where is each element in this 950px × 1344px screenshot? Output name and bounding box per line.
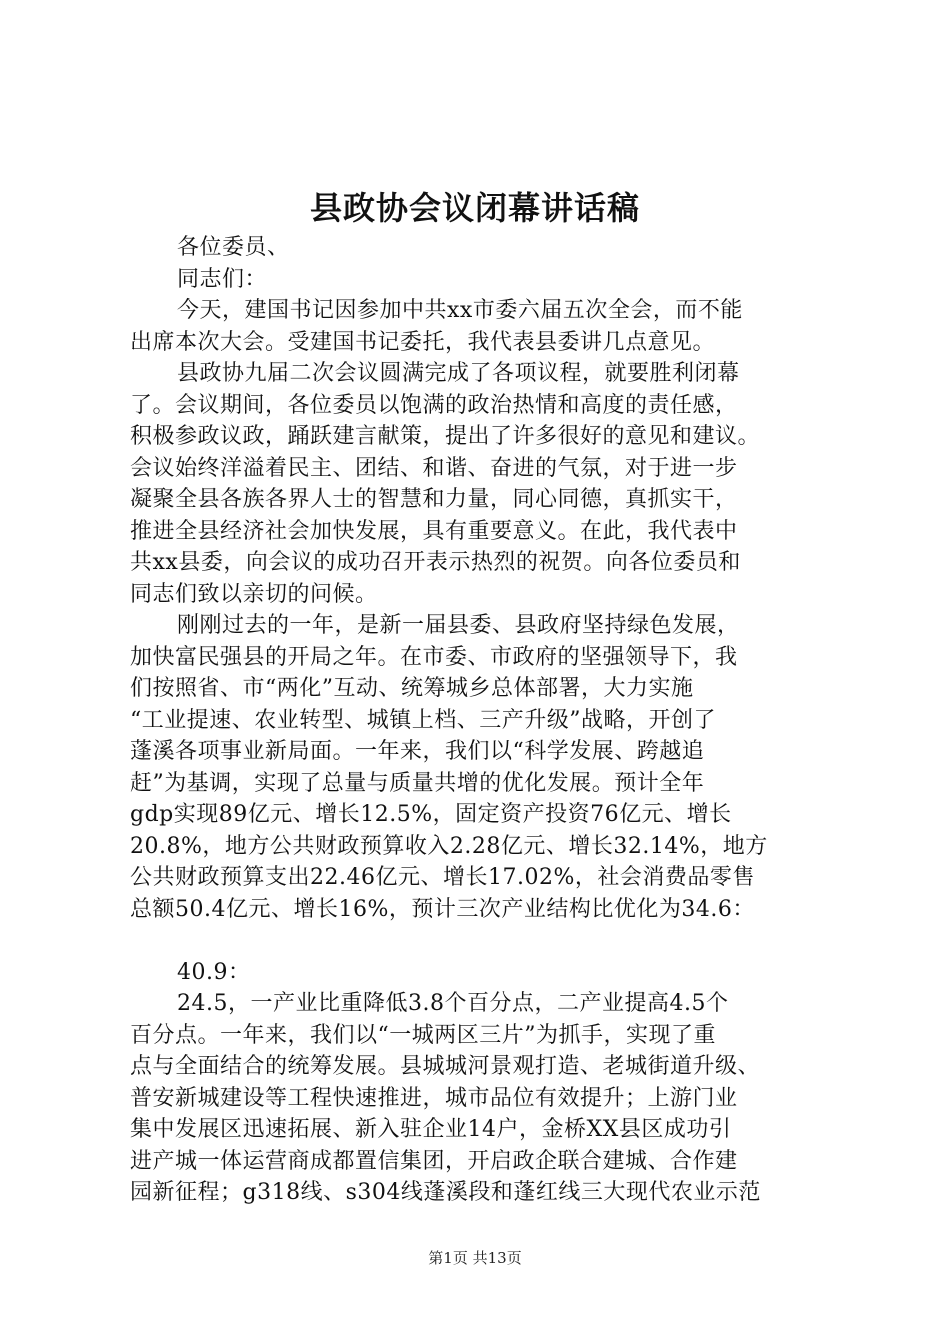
paragraph-line: 进产城一体运营商成都置信集团，开启政企联合建城、合作建 xyxy=(130,1148,738,1174)
paragraph-line: gdp实现89亿元、增长12.5%，固定资产投资76亿元、增长 xyxy=(130,802,732,827)
paragraph-line: 推进全县经济社会加快发展，具有重要意义。在此，我代表中 xyxy=(130,518,738,544)
paragraph-line: 积极参政议政，踊跃建言献策，提出了许多很好的意见和建议。 xyxy=(130,424,761,449)
paragraph-line: 集中发展区迅速拓展、新入驻企业14户，金桥XX县区成功引 xyxy=(130,1117,732,1142)
paragraph-line: 今天，建国书记因参加中共xx市委六届五次全会，而不能 xyxy=(177,298,743,323)
document-title: 县政协会议闭幕讲话稿 xyxy=(309,189,640,227)
paragraph-line: 公共财政预算支出22.46亿元、增长17.02%，社会消费品零售 xyxy=(130,865,755,890)
paragraph-line: 会议始终洋溢着民主、团结、和谐、奋进的气氛，对于进一步 xyxy=(130,455,738,481)
paragraph-line: 20.8%，地方公共财政预算收入2.28亿元、增长32.14%，地方 xyxy=(130,833,768,859)
page-footer: 第1页 共13页 xyxy=(428,1249,522,1267)
paragraph-line: 40.9： xyxy=(177,959,251,985)
paragraph-line: 蓬溪各项事业新局面。一年来，我们以“科学发展、跨越追 xyxy=(130,739,705,764)
paragraph-line: 共xx县委，向会议的成功召开表示热烈的祝贺。向各位委员和 xyxy=(130,550,741,575)
paragraph-line: 凝聚全县各族各界人士的智慧和力量，同心同德，真抓实干， xyxy=(130,487,738,512)
paragraph-line: 了。会议期间，各位委员以饱满的政治热情和高度的责任感， xyxy=(130,392,738,418)
paragraph-line: 出席本次大会。受建国书记委托，我代表县委讲几点意见。 xyxy=(130,329,716,355)
document-body xyxy=(130,232,830,1209)
paragraph-line: 县政协九届二次会议圆满完成了各项议程，就要胜利闭幕 xyxy=(177,361,740,386)
salutation-line: 同志们： xyxy=(177,266,268,292)
paragraph-line: 园新征程；g318线、s304线蓬溪段和蓬红线三大现代农业示范 xyxy=(130,1180,761,1205)
paragraph-line: “工业提速、农业转型、城镇上档、三产升级”战略，开创了 xyxy=(130,707,716,733)
paragraph-line: 总额50.4亿元、增长16%，预计三次产业结构比优化为34.6： xyxy=(130,896,755,922)
paragraph-line: 加快富民强县的开局之年。在市委、市政府的坚强领导下，我 xyxy=(130,644,738,670)
paragraph-line: 同志们致以亲切的问候。 xyxy=(130,581,378,607)
paragraph-line: 们按照省、市“两化”互动、统筹城乡总体部署，大力实施 xyxy=(130,676,694,701)
paragraph-line: 百分点。一年来，我们以“一城两区三片”为抓手，实现了重 xyxy=(130,1022,716,1048)
salutation-line: 各位委员、 xyxy=(177,235,290,260)
paragraph-line: 普安新城建设等工程快速推进，城市品位有效提升；上游门业 xyxy=(130,1085,738,1111)
paragraph-line: 赶”为基调，实现了总量与质量共增的优化发展。预计全年 xyxy=(130,770,705,796)
paragraph-line: 刚刚过去的一年，是新一届县委、县政府坚持绿色发展， xyxy=(177,613,740,638)
paragraph-line: 点与全面结合的统筹发展。县城城河景观打造、老城街道升级、 xyxy=(130,1054,761,1079)
paragraph-line: 24.5，一产业比重降低3.8个百分点，二产业提高4.5个 xyxy=(177,991,729,1016)
blank-line xyxy=(130,925,830,957)
